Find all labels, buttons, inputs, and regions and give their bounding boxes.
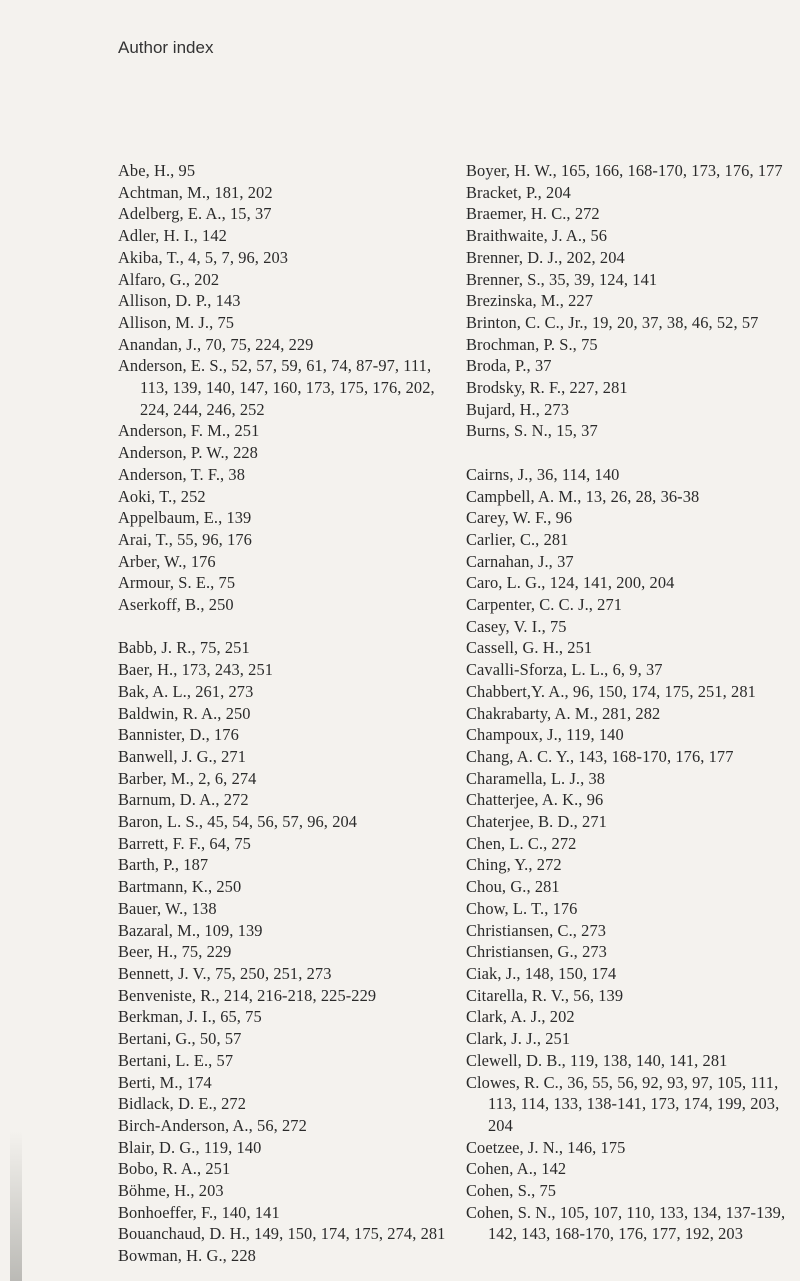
index-entry: Berti, M., 174 [118,1072,212,1092]
index-entry: Arai, T., 55, 96, 176 [118,529,252,549]
index-entry: Akiba, T., 4, 5, 7, 96, 203 [118,247,289,267]
index-entry: Allison, D. P., 143 [118,291,241,311]
index-entry: Brodsky, R. F., 227, 281 [466,378,628,398]
index-entry: Chatterjee, A. K., 96 [466,790,604,810]
index-entry: Bennett, J. V., 75, 250, 251, 273 [118,964,332,983]
index-entry: Bowman, H. G., 228 [118,1246,256,1266]
index-entry: Barrett, F. F., 64, 75 [118,833,251,853]
index-entry: Appelbaum, E., 139 [118,508,252,528]
index-entry: Bujard, H., 273 [466,399,570,419]
index-entry: Adler, H. I., 142 [118,226,227,246]
index-entry: Bauer, W., 138 [118,898,217,918]
index-column-right [466,160,796,1245]
index-entry: Braithwaite, J. A., 56 [466,226,608,246]
index-entry: Arber, W., 176 [118,551,216,571]
index-entry: Carey, W. F., 96 [466,508,573,528]
index-entry: Chakrabarty, A. M., 281, 282 [466,703,661,723]
page-edge-shadow [10,1131,22,1281]
index-entry: Coetzee, J. N., 146, 175 [466,1137,626,1157]
index-entry: Cairns, J., 36, 114, 140 [466,464,620,484]
index-entry: Allison, M. J., 75 [118,312,235,332]
index-entry: Chow, L. T., 176 [466,898,578,918]
index-entry: Böhme, H., 203 [118,1181,224,1201]
index-entry: Bouanchaud, D. H., 149, 150, 174, 175, 274, 281 [118,1224,446,1244]
index-entry: Anderson, T. F., 38 [118,464,246,484]
index-entry: Carlier, C., 281 [466,529,569,549]
index-entry: Babb, J. R., 75, 251 [118,638,250,658]
index-entry: Bak, A. L., 261, 273 [118,681,254,701]
index-entry: Bobo, R. A., 251 [118,1159,231,1179]
index-entry: Cassell, G. H., 251 [466,638,593,658]
index-entry: Bannister, D., 176 [118,725,239,745]
index-entry: Bertani, L. E., 57 [118,1050,234,1070]
page-title: Author index [118,38,214,57]
index-entry: Clark, A. J., 202 [466,1007,575,1027]
index-entry: Charamella, L. J., 38 [466,768,606,788]
index-entry: Barth, P., 187 [118,855,209,875]
index-entry: Benveniste, R., 214, 216-218, 225-229 [118,985,377,1005]
index-entry: Brochman, P. S., 75 [466,334,598,354]
index-entry: Braemer, H. C., 272 [466,204,600,224]
index-entry: Brenner, S., 35, 39, 124, 141 [466,269,658,289]
index-entry: Aoki, T., 252 [118,486,206,506]
index-entry: Carpenter, C. C. J., 271 [466,595,623,615]
index-entry: Chang, A. C. Y., 143, 168-170, 176, 177 [466,746,734,766]
index-entry: Brezinska, M., 227 [466,291,593,311]
index-entry: Beer, H., 75, 229 [118,942,232,962]
index-entry: Alfaro, G., 202 [118,269,220,289]
index-entry: Champoux, J., 119, 140 [466,725,624,745]
index-entry: Adelberg, E. A., 15, 37 [118,204,272,224]
index-entry: Broda, P., 37 [466,356,552,376]
index-entry: Armour, S. E., 75 [118,573,236,593]
index-entry: Cohen, S., 75 [466,1181,557,1201]
index-entry: Baer, H., 173, 243, 251 [118,660,274,680]
index-entry: Bracket, P., 204 [466,182,571,202]
letter-group-gap [466,442,796,464]
index-entry: Carnahan, J., 37 [466,551,574,571]
index-entry: Bidlack, D. E., 272 [118,1094,246,1114]
index-entry: Citarella, R. V., 56, 139 [466,985,624,1005]
index-entry: Cavalli-Sforza, L. L., 6, 9, 37 [466,660,663,680]
index-entry: Abe, H., 95 [118,161,196,180]
index-entry: Brenner, D. J., 202, 204 [466,247,625,267]
index-entry: Casey, V. I., 75 [466,616,567,636]
index-entry: Baron, L. S., 45, 54, 56, 57, 96, 204 [118,812,358,832]
index-entry: Chen, L. C., 272 [466,833,577,853]
letter-group-gap [118,616,458,638]
index-entry: Chaterjee, B. D., 271 [466,812,607,832]
index-entry: Chabbert,Y. A., 96, 150, 174, 175, 251, 281 [466,681,756,701]
index-entry: Boyer, H. W., 165, 166, 168-170, 173, 176, 177 [466,161,783,180]
index-entry: Clewell, D. B., 119, 138, 140, 141, 281 [466,1050,728,1070]
index-entry: Aserkoff, B., 250 [118,595,234,615]
index-entry: Christiansen, G., 273 [466,942,607,962]
index-entry: Clark, J. J., 251 [466,1029,571,1049]
index-entry: Ching, Y., 272 [466,855,562,875]
index-entry: Campbell, A. M., 13, 26, 28, 36-38 [466,486,700,506]
index-entry: Anderson, F. M., 251 [118,421,260,441]
index-column-left [118,160,458,1267]
index-entry: Cohen, S. N., 105, 107, 110, 133, 134, 137-139, 142, 143, 168-170, 176, 177, 192, 203 [466,1202,786,1244]
index-entry: Caro, L. G., 124, 141, 200, 204 [466,573,675,593]
index-entry: Banwell, J. G., 271 [118,746,247,766]
index-entry: Bartmann, K., 250 [118,877,242,897]
index-entry: Anderson, E. S., 52, 57, 59, 61, 74, 87-97, 111, 113, 139, 140, 147, 160, 173, 175, 176, 202, 224, 244, 246, 252 [118,356,435,419]
index-entry: Christiansen, C., 273 [466,920,607,940]
index-entry: Anandan, J., 70, 75, 224, 229 [118,334,314,354]
index-entry: Clowes, R. C., 36, 55, 56, 92, 93, 97, 105, 111, 113, 114, 133, 138-141, 173, 174, 199, 203, 204 [466,1072,780,1135]
index-entry: Baldwin, R. A., 250 [118,703,251,723]
index-entry: Ciak, J., 148, 150, 174 [466,964,617,983]
index-entry: Chou, G., 281 [466,877,560,897]
index-entry: Bonhoeffer, F., 140, 141 [118,1202,280,1222]
index-entry: Birch-Anderson, A., 56, 272 [118,1115,307,1135]
index-entry: Barnum, D. A., 272 [118,790,249,810]
index-entry: Cohen, A., 142 [466,1159,567,1179]
index-entry: Brinton, C. C., Jr., 19, 20, 37, 38, 46, 52, 57 [466,312,759,332]
index-entry: Berkman, J. I., 65, 75 [118,1007,262,1027]
index-entry: Bazaral, M., 109, 139 [118,920,263,940]
index-entry: Bertani, G., 50, 57 [118,1029,242,1049]
index-entry: Anderson, P. W., 228 [118,443,258,463]
index-entry: Achtman, M., 181, 202 [118,182,273,202]
index-entry: Burns, S. N., 15, 37 [466,421,598,441]
index-entry: Barber, M., 2, 6, 274 [118,768,257,788]
index-entry: Blair, D. G., 119, 140 [118,1137,262,1157]
